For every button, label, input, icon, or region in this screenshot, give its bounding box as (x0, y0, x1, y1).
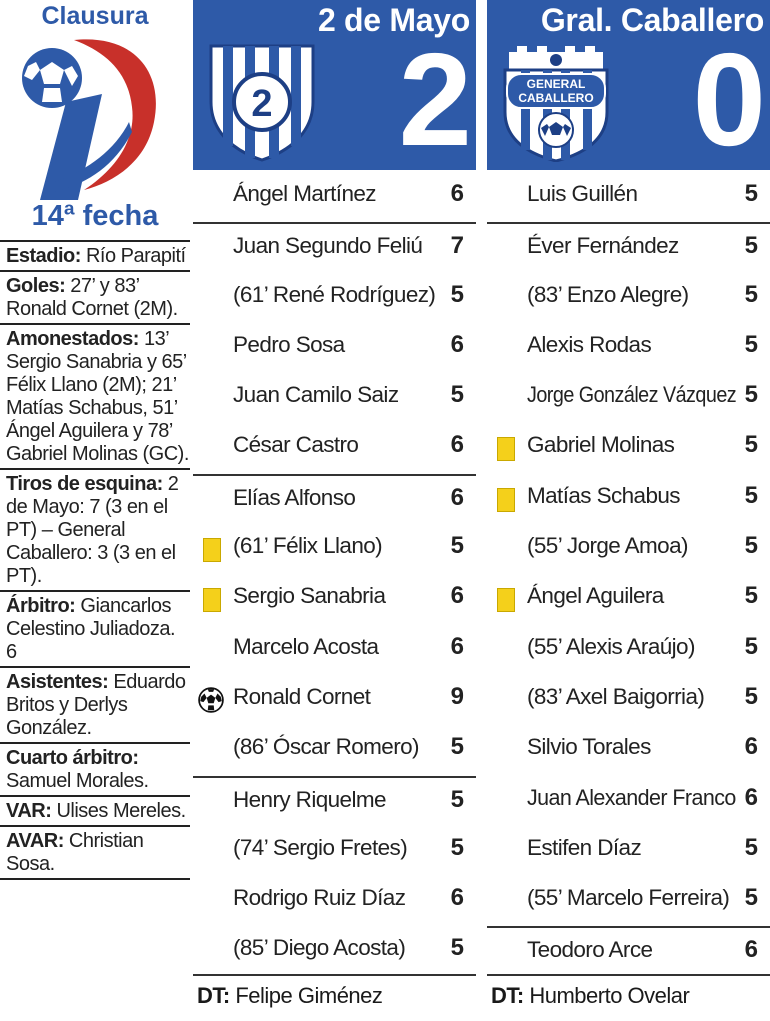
player-row (193, 172, 476, 222)
home-team-panel (193, 0, 476, 1021)
player-name: Teodoro Arce (527, 937, 653, 963)
player-name: Elías Alfonso (233, 484, 356, 510)
match-detail-item (0, 795, 190, 825)
match-detail-text: Río Parapití (80, 245, 186, 267)
away-crest-icon (497, 42, 615, 162)
player-row (193, 323, 476, 373)
player-name: (55’ Alexis Araújo) (527, 633, 695, 659)
player-row (487, 826, 770, 876)
player-name: (83’ Axel Baigorria) (527, 683, 705, 709)
player-name: Gabriel Molinas (527, 432, 675, 458)
player-name: (86’ Óscar Romero) (233, 734, 419, 760)
player-name: Pedro Sosa (233, 331, 345, 357)
player-rating: 6 (450, 330, 464, 358)
player-row (487, 474, 770, 524)
player-rating: 5 (744, 330, 758, 358)
player-row (487, 876, 770, 926)
home-team-banner (193, 0, 476, 173)
match-detail-label: Tiros de esquina: (6, 473, 163, 495)
player-name: Rodrigo Ruiz Díaz (233, 885, 406, 911)
player-name: Juan Alexander Franco (527, 784, 736, 810)
player-row (193, 273, 476, 323)
match-detail-label: Árbitro: (6, 595, 76, 617)
player-name: Henry Riquelme (233, 786, 386, 812)
player-row (487, 675, 770, 725)
player-rating: 5 (744, 682, 758, 710)
player-row (193, 423, 476, 473)
player-rating: 6 (450, 884, 464, 912)
tournament-title: Clausura (41, 2, 149, 30)
player-rating: 5 (744, 381, 758, 409)
match-detail-text: Ulises Mereles. (51, 800, 186, 822)
match-detail-text: Eduardo Britos y Derlys González. (6, 671, 186, 739)
player-row (193, 524, 476, 574)
player-row (487, 373, 770, 423)
yellow-card-icon (495, 488, 517, 512)
player-rating: 5 (450, 785, 464, 813)
away-lineup-bottom-rule (487, 974, 770, 976)
player-rating: 5 (744, 833, 758, 861)
player-rating: 6 (450, 632, 464, 660)
tournament-logo-icon (14, 32, 174, 202)
yellow-card-icon (495, 437, 517, 461)
svg-text:GENERAL: GENERAL (526, 77, 586, 91)
away-team-banner (487, 0, 770, 173)
away-lineup (487, 172, 770, 977)
svg-text:2: 2 (251, 83, 273, 125)
player-rating: 5 (744, 532, 758, 560)
match-detail-item (0, 270, 190, 323)
player-rating: 5 (450, 833, 464, 861)
round-label: 14ª fecha (31, 200, 159, 232)
match-info-column (0, 0, 190, 1021)
player-name: Éver Fernández (527, 233, 679, 259)
player-row (487, 323, 770, 373)
match-detail-text: 2 de Mayo: 7 (3 en el PT) – General Caballero: 3 (3 en el PT). (6, 473, 179, 587)
home-score: 2 (398, 26, 472, 173)
home-coach-name: Felipe Giménez (229, 983, 383, 1008)
match-detail-text: 27’ y 83’ Ronald Cornet (2M). (6, 275, 178, 320)
away-team-name: Gral. Caballero (540, 2, 764, 38)
match-detail-label: AVAR: (6, 830, 64, 852)
match-details (0, 240, 190, 880)
player-name: (74’ Sergio Fretes) (233, 834, 408, 860)
player-row (487, 423, 770, 473)
player-name: Juan Camilo Saiz (233, 382, 399, 408)
player-rating: 5 (744, 431, 758, 459)
player-name: Silvio Torales (527, 734, 651, 760)
match-detail-item (0, 666, 190, 742)
player-row (487, 926, 770, 976)
match-detail-label: Estadio: (6, 245, 81, 267)
match-detail-text: Samuel Morales. (6, 770, 149, 792)
player-rating: 5 (744, 280, 758, 308)
player-rating: 6 (450, 582, 464, 610)
player-row (193, 776, 476, 826)
player-row (193, 876, 476, 926)
player-name: Juan Segundo Feliú (233, 233, 423, 259)
match-detail-label: VAR: (6, 800, 52, 822)
player-rating: 6 (450, 180, 464, 207)
player-rating: 5 (744, 481, 758, 509)
player-row (487, 273, 770, 323)
player-row (487, 222, 770, 272)
player-rating: 7 (450, 232, 464, 260)
player-rating: 6 (744, 783, 758, 811)
player-name: (85’ Diego Acosta) (233, 935, 406, 961)
player-name: Jorge González Vázquez (527, 382, 737, 408)
player-rating: 5 (450, 532, 464, 560)
svg-text:CABALLERO: CABALLERO (518, 91, 594, 105)
player-row (487, 776, 770, 826)
match-detail-label: Asistentes: (6, 671, 109, 693)
player-row (193, 926, 476, 976)
yellow-card-icon (201, 588, 223, 612)
match-detail-label: Goles: (6, 275, 66, 297)
player-name: (61’ René Rodríguez) (233, 281, 436, 307)
away-coach (491, 983, 689, 1009)
match-detail-item (0, 468, 190, 590)
player-rating: 5 (744, 884, 758, 912)
player-rating: 5 (450, 934, 464, 962)
match-detail-item (0, 590, 190, 666)
match-detail-item (0, 240, 190, 270)
player-rating: 9 (450, 682, 464, 710)
player-name: Sergio Sanabria (233, 583, 386, 609)
match-detail-text: 13’ Sergio Sanabria y 65’ Félix Llano (2M); 21’ Matías Schabus, 51’ Ángel Aguilera y 78’ Gabriel Molinas (GC). (6, 328, 189, 465)
player-rating: 5 (450, 280, 464, 308)
player-rating: 5 (744, 582, 758, 610)
player-row (193, 725, 476, 775)
player-rating: 6 (450, 431, 464, 459)
home-team-name: 2 de Mayo (317, 2, 470, 38)
player-row (193, 675, 476, 725)
player-name: Ángel Aguilera (527, 583, 664, 609)
player-rating: 6 (744, 936, 758, 964)
player-row (193, 826, 476, 876)
player-row (193, 574, 476, 624)
home-coach-label: DT: (197, 983, 230, 1008)
home-lineup (193, 172, 476, 977)
player-row (193, 474, 476, 524)
player-row (487, 524, 770, 574)
match-detail-item (0, 825, 190, 880)
player-row (487, 172, 770, 222)
player-rating: 5 (744, 632, 758, 660)
match-detail-label: Amonestados: (6, 328, 139, 350)
player-name: Marcelo Acosta (233, 633, 379, 659)
match-detail-item (0, 742, 190, 795)
match-detail-text: Christian Sosa. (6, 830, 144, 875)
away-score: 0 (692, 26, 766, 173)
home-crest-icon (203, 42, 321, 162)
player-row (487, 574, 770, 624)
away-coach-name: Humberto Ovelar (523, 983, 690, 1008)
match-detail-text: Giancarlos Celestino Juliadoza. 6 (6, 595, 175, 663)
yellow-card-icon (495, 588, 517, 612)
home-coach (197, 983, 382, 1009)
player-name: Estifen Díaz (527, 834, 642, 860)
player-name: (83’ Enzo Alegre) (527, 281, 689, 307)
player-rating: 6 (450, 483, 464, 511)
match-detail-label: Cuarto árbitro: (6, 747, 139, 769)
player-rating: 6 (744, 733, 758, 761)
player-name: (61’ Félix Llano) (233, 533, 383, 559)
player-rating: 5 (744, 232, 758, 260)
yellow-card-icon (201, 538, 223, 562)
player-rating: 5 (450, 733, 464, 761)
player-name: (55’ Jorge Amoa) (527, 533, 688, 559)
player-name: Ángel Martínez (233, 181, 376, 206)
player-name: (55’ Marcelo Ferreira) (527, 885, 730, 911)
player-name: César Castro (233, 432, 359, 458)
player-rating: 5 (450, 381, 464, 409)
player-rating: 5 (744, 180, 758, 207)
player-row (487, 625, 770, 675)
player-name: Luis Guillén (527, 181, 638, 206)
soccer-ball-icon (201, 689, 223, 713)
player-row (193, 625, 476, 675)
player-name: Ronald Cornet (233, 683, 371, 709)
match-detail-item (0, 323, 190, 468)
player-row (193, 222, 476, 272)
player-row (193, 373, 476, 423)
player-row (487, 725, 770, 775)
player-name: Matías Schabus (527, 482, 680, 508)
away-coach-label: DT: (491, 983, 524, 1008)
player-name: Alexis Rodas (527, 331, 652, 357)
away-team-panel (487, 0, 770, 1021)
home-lineup-bottom-rule (193, 974, 476, 976)
